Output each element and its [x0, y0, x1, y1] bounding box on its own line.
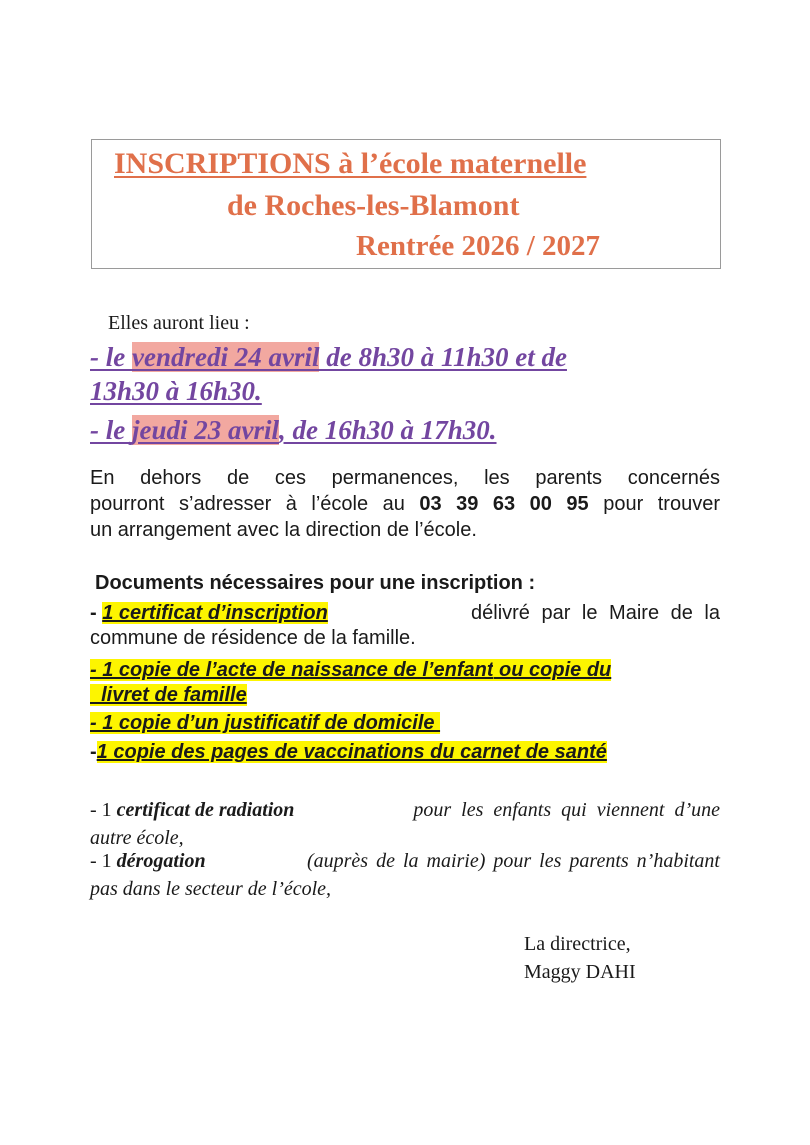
document-item-1-dash: - [90, 602, 103, 624]
extra-item-1-main [90, 796, 294, 824]
schedule-item-1-prefix: - le [90, 342, 132, 372]
phone-number: 03 39 63 00 95 [419, 493, 589, 515]
extra-item-1 [90, 796, 720, 852]
schedule-item-2-rest: , de 16h30 à 17h30. [278, 415, 497, 445]
document-item-1-line-2: commune de résidence de la famille. [90, 627, 416, 649]
signature-name: Maggy DAHI [524, 961, 636, 983]
document-item-1-rest: délivré par le Maire de la [471, 602, 720, 624]
title-line-3: Rentrée 2026 / 2027 [356, 230, 601, 262]
extra-item-2-line-1 [90, 847, 720, 875]
extra-item-1-rest: pour les enfants qui viennent d’une [413, 799, 720, 821]
schedule-item-2-day: jeudi 23 avril [131, 415, 279, 445]
schedule-item-2-prefix: - le [90, 415, 132, 445]
schedule-item-1-rest: de 8h30 à 11h30 et de [319, 342, 567, 372]
document-item-1 [90, 600, 720, 626]
extra-item-1-line-2: autre école, [90, 827, 184, 849]
signature-role: La directrice, [524, 933, 631, 955]
document-item-1-highlight: 1 certificat d’inscription [102, 602, 328, 624]
signature [524, 930, 636, 986]
extra-item-2-before: - 1 [90, 850, 117, 872]
title-line-1: INSCRIPTIONS à l’école maternelle [114, 147, 587, 180]
extra-item-1-before: - 1 [90, 799, 117, 821]
extra-item-1-bold: certificat de radiation [116, 799, 295, 821]
title-box [91, 139, 721, 269]
document-item-3 [90, 710, 440, 736]
document-item-2-highlight-2: ou copie du [493, 659, 612, 681]
extra-item-2-rest: (auprès de la mairie) pour les parents n’habitant [306, 850, 720, 872]
extra-item-1-line-1 [90, 796, 720, 824]
contact-line-2 [90, 491, 720, 517]
extra-item-2-main [90, 847, 206, 875]
title-line-2: de Roches-les-Blamont [227, 189, 520, 222]
extra-item-2-line-2: pas dans le secteur de l’école, [90, 878, 332, 900]
documents-heading: Documents nécessaires pour une inscription : [95, 572, 536, 594]
document-item-2-highlight: - 1 copie de l’acte de naissance de l’enfant [90, 659, 494, 681]
schedule-item-1 [90, 341, 567, 373]
document-item-4-dash: - [90, 741, 97, 763]
document-item-4 [90, 739, 607, 765]
contact-line-3: un arrangement avec la direction de l’école. [90, 519, 477, 541]
document-item-2-line-2 [90, 682, 247, 708]
extra-item-2-bold: dérogation [116, 850, 206, 872]
document-item-2 [90, 657, 611, 683]
extra-item-2 [90, 847, 720, 903]
contact-line-2-after: pour trouver [588, 493, 720, 515]
schedule-item-1-day: vendredi 24 avril [131, 342, 320, 372]
contact-line-1: En dehors de ces permanences, les parents concernés [90, 467, 720, 489]
schedule-item-1-line-2: 13h30 à 16h30. [90, 376, 262, 406]
document-item-4-highlight: 1 copie des pages de vaccinations du carnet de santé [96, 741, 607, 763]
document-item-1-main [90, 600, 328, 626]
contact-paragraph [90, 465, 720, 543]
schedule-item-2 [90, 414, 497, 446]
contact-line-2-before: pourront s’adresser à l’école au [90, 493, 420, 515]
schedule-intro: Elles auront lieu : [108, 312, 250, 334]
document-item-2-line-2-highlight: livret de famille [90, 684, 247, 706]
document-item-3-highlight: - 1 copie d’un justificatif de domicile [90, 712, 441, 734]
